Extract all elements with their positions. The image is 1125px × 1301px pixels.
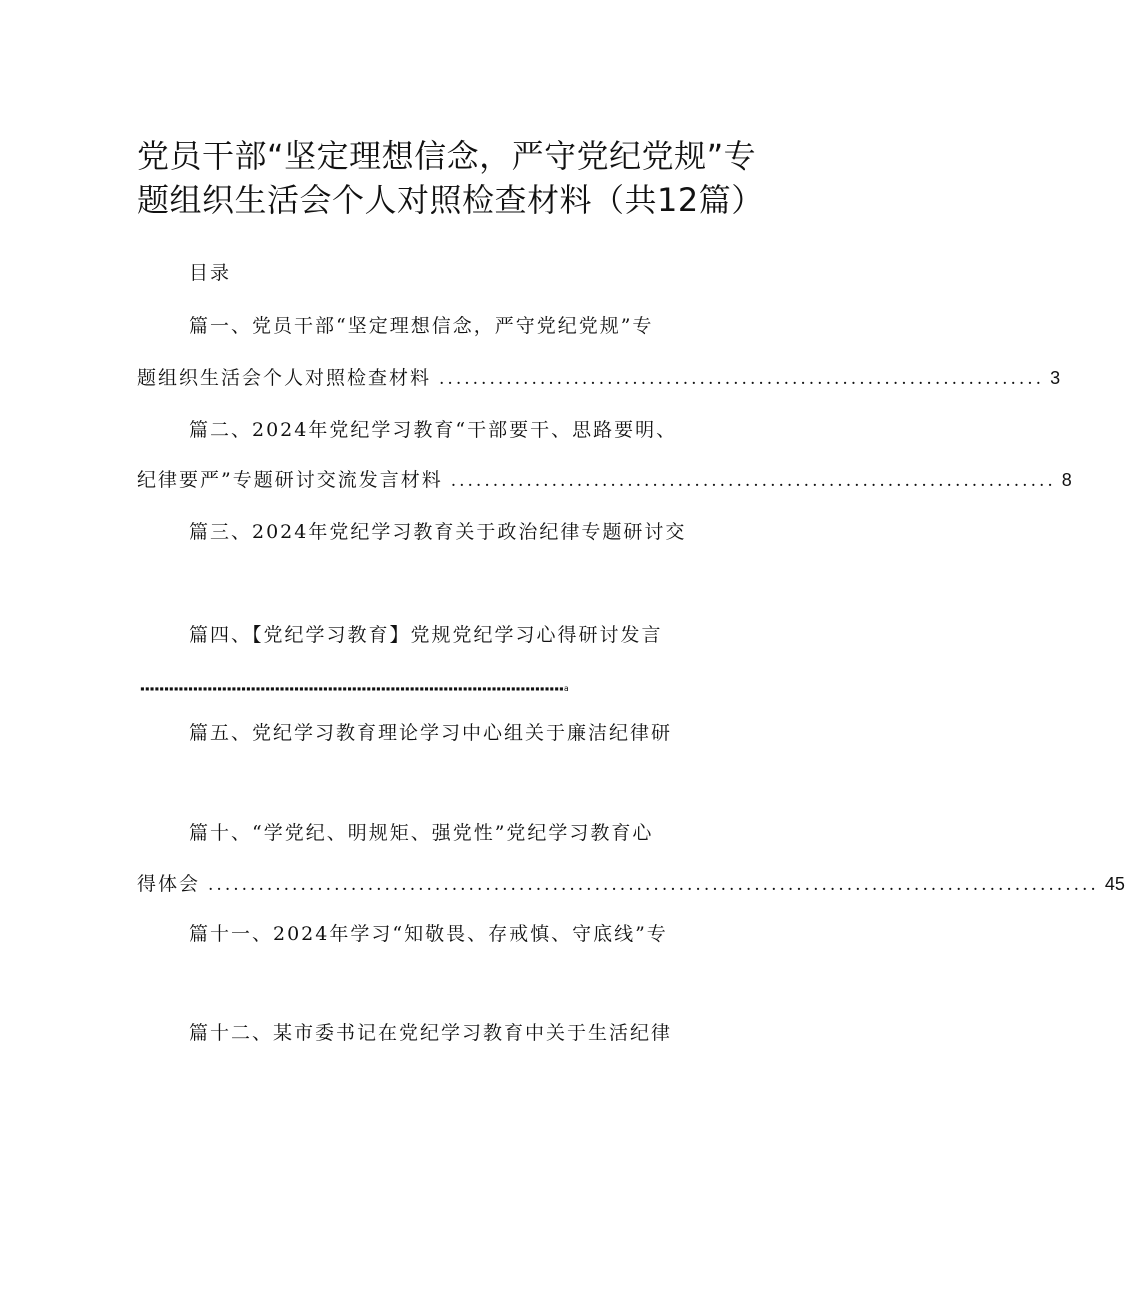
toc-entry-1-line-1[interactable]: 篇一、党员干部“坚定理想信念，严守党纪党规”专 [189, 315, 654, 337]
toc-entry-12-line-1[interactable]: 篇十二、某市委书记在党纪学习教育中关于生活纪律 [189, 1022, 673, 1044]
toc-entry-5-line-1[interactable]: 篇五、党纪学习教育理论学习中心组关于廉洁纪律研 [189, 722, 673, 744]
toc-entry-10-text: 得体会 [137, 873, 201, 895]
toc-entry-1-text: 题组织生活会个人对照检查材料 [137, 367, 432, 389]
toc-entry-10-page: 45 [1104, 874, 1125, 894]
toc-entry-3-line-1[interactable]: 篇三、2024年党纪学习教育关于政治纪律专题研讨交 [189, 521, 687, 543]
toc-entry-10-line-1[interactable]: 篇十、“学党纪、明规矩、强党性”党纪学习教育心 [189, 822, 654, 844]
toc-entry-10-line-2[interactable] [137, 871, 1125, 898]
toc-entry-4-line-1[interactable]: 篇四、【党纪学习教育】党规党纪学习心得研讨发言 [189, 624, 663, 646]
title-line-1: 党员干部“坚定理想信念，严守党纪党规”专 [137, 137, 757, 175]
toc-entry-2-text: 纪律要严”专题研讨交流发言材料 [137, 469, 443, 491]
toc-entry-1-page: 3 [1050, 368, 1061, 388]
toc-heading: 目录 [189, 262, 232, 284]
toc-entry-2-line-2[interactable] [137, 467, 1072, 494]
toc-entry-1-line-2[interactable] [137, 365, 1061, 392]
toc-entry-2-page: 8 [1061, 470, 1072, 490]
dot-leader: .......................................................................................................... [208, 875, 1099, 895]
garbled-leader-line: ▪▪▪▪▪▪▪▪▪▪▪▪▪▪▪▪▪▪▪▪▪▪▪▪▪▪▪▪▪▪▪▪▪▪▪▪▪▪▪▪▪▪▪▪▪▪▪▪▪▪▪▪▪▪▪▪▪▪▪▪▪▪▪▪▪▪▪▪▪▪▪▪▪▪▪▪▪▪▪▪▪▪▪▪▪▪▪▪a [140, 684, 569, 693]
document-title [137, 134, 777, 222]
toc-entry-11-line-1[interactable]: 篇十一、2024年学习“知敬畏、存戒慎、守底线”专 [189, 923, 668, 945]
dot-leader: ........................................................................ [450, 471, 1056, 491]
toc-entry-2-line-1[interactable]: 篇二、2024年党纪学习教育“干部要干、思路要明、 [189, 419, 678, 441]
title-line-2: 题组织生活会个人对照检查材料（共12篇） [137, 181, 764, 219]
dot-leader: ........................................................................ [439, 369, 1045, 389]
